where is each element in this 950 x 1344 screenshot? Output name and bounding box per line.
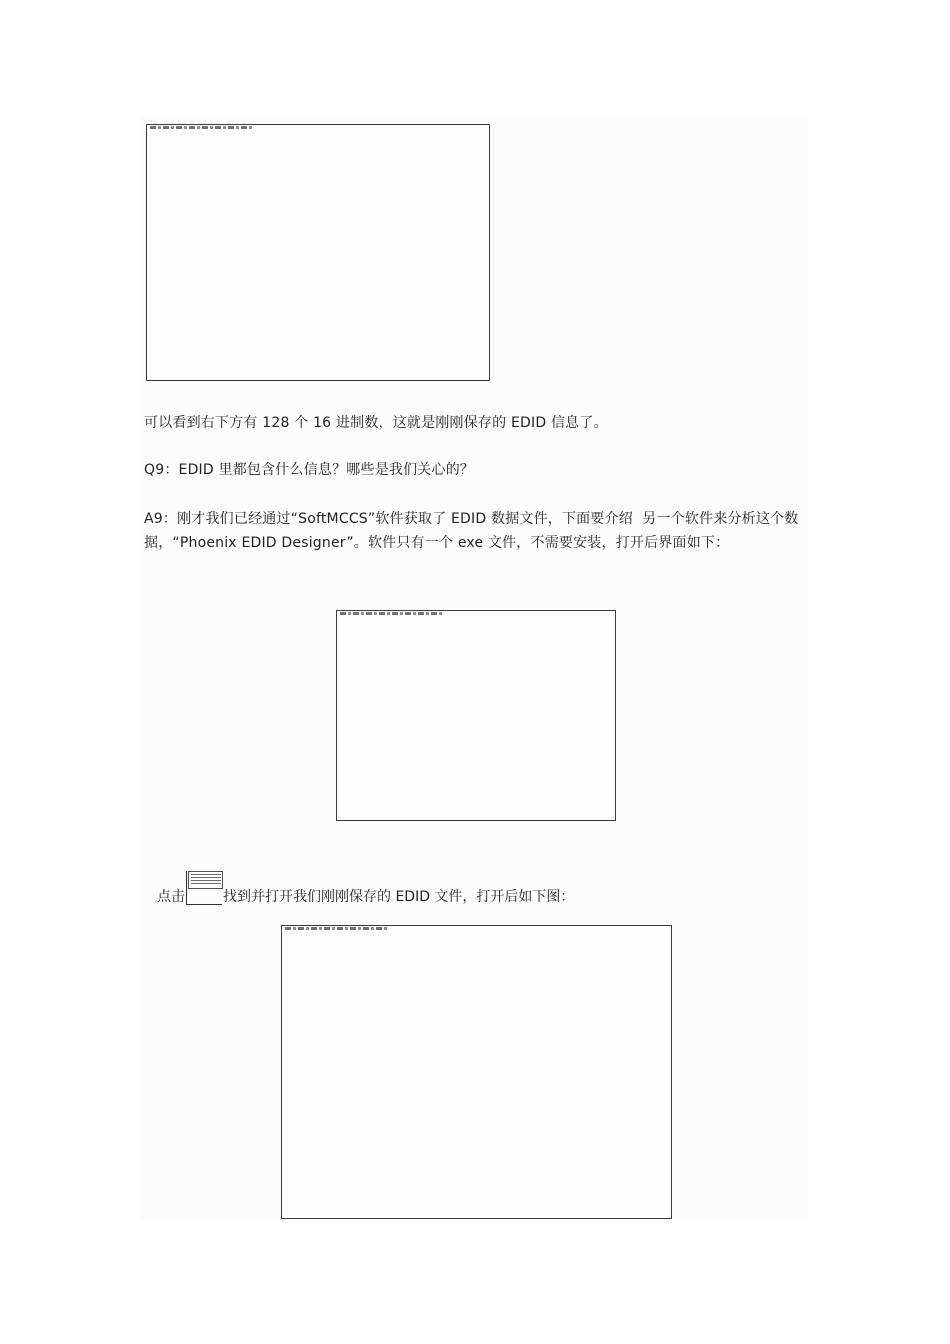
open-file-icon: [186, 871, 222, 905]
softmccs-screenshot-figure: [146, 124, 490, 381]
question-q9: Q9：EDID 里都包含什么信息？哪些是我们关心的？: [144, 462, 475, 478]
paragraph-edid-hex: 可以看到右下方有 128 个 16 进制数，这就是刚刚保存的 EDID 信息了。: [144, 415, 608, 431]
open-file-icon-graphic: [188, 871, 223, 889]
figure-title-bar: [285, 927, 388, 930]
opened-edid-file-screenshot: [281, 925, 672, 1219]
figure-title-bar: [340, 612, 443, 615]
click-instruction-suffix: 找到并打开我们刚刚保存的 EDID 文件，打开后如下图：: [223, 889, 575, 905]
phoenix-edid-designer-screenshot: [336, 610, 616, 821]
click-instruction-prefix: 点击: [157, 889, 185, 905]
answer-a9: A9：刚才我们已经通过“SoftMCCS”软件获取了 EDID 数据文件，下面要介绍 另一个软件来分析这个数据，“Phoenix EDID Designer”。软件只有一个 exe 文件，不需要安装，打开后界面如下：: [144, 511, 799, 551]
figure-title-bar: [150, 126, 253, 129]
click-instruction-line: [157, 871, 574, 909]
